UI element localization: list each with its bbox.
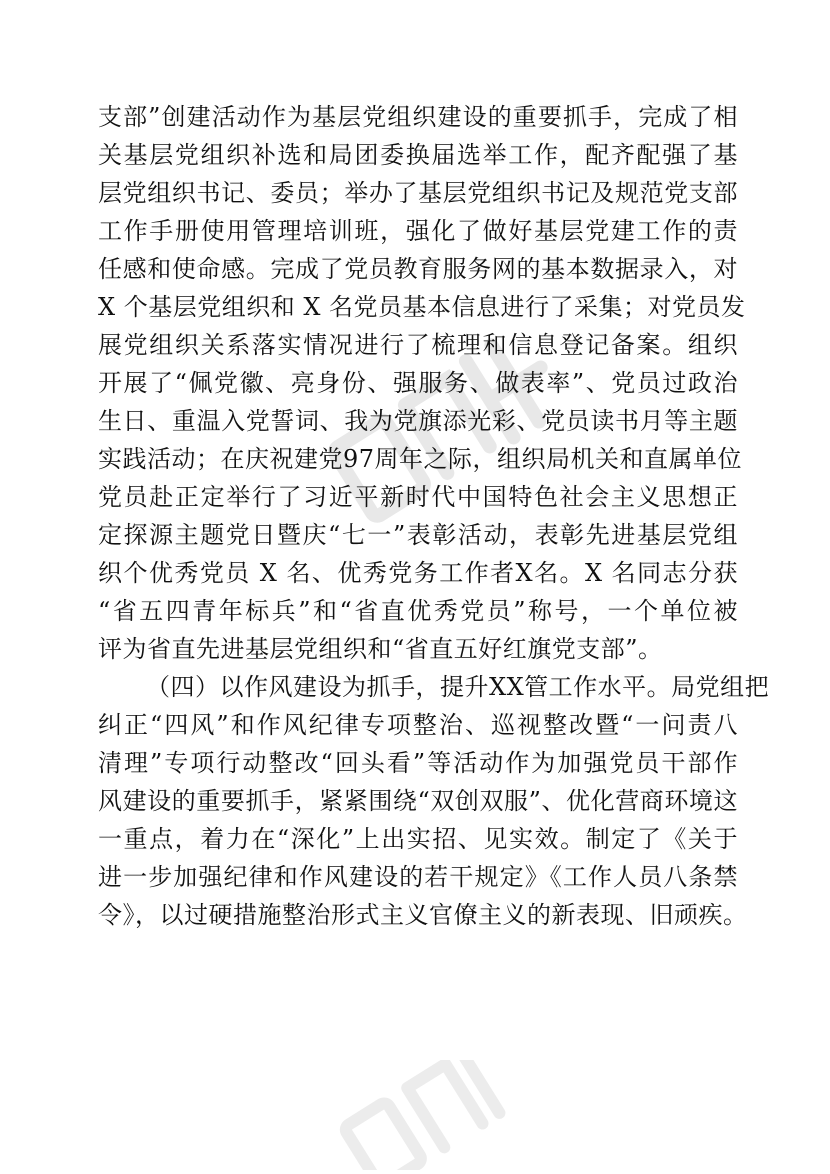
text-line-3: 层党组织书记、委员；举办了基层党组织书记及规范党支部: [98, 179, 738, 207]
text-line-16: （四）以作风建设为抓手，提升XX管工作水平。局党组把: [146, 673, 770, 701]
text-line-14: “省五四青年标兵”和“省直优秀党员”称号，一个单位被: [98, 597, 738, 625]
text-line-8: 开展了“佩党徽、亮身份、强服务、做表率”、党员过政治: [98, 369, 738, 397]
text-line-9: 生日、重温入党誓词、我为党旗添光彩、党员读书月等主题: [98, 407, 738, 435]
text-line-22: 令》，以过硬措施整治形式主义官僚主义的新表现、旧顽疾。: [98, 901, 748, 929]
text-line-13: 织个优秀党员 X 名、优秀党务工作者X名。X 名同志分获: [98, 559, 738, 587]
text-line-21: 进一步加强纪律和作风建设的若干规定》《工作人员八条禁: [98, 863, 738, 891]
text-line-6: X 个基层党组织和 X 名党员基本信息进行了采集；对党员发: [98, 293, 746, 321]
text-line-5: 任感和使命感。完成了党员教育服务网的基本数据录入，对: [98, 255, 738, 283]
body-text: [98, 98, 770, 934]
text-line-17: 纠正“四风”和作风纪律专项整治、巡视整改暨“一问责八: [98, 711, 738, 739]
text-line-11: 党员赴正定举行了习近平新时代中国特色社会主义思想正: [98, 483, 738, 511]
watermark-bottom: [330, 1060, 530, 1170]
text-line-18: 清理”专项行动整改“回头看”等活动作为加强党员干部作: [98, 749, 738, 777]
text-line-7: 展党组织关系落实情况进行了梳理和信息登记备案。组织: [98, 331, 738, 359]
text-line-4: 工作手册使用管理培训班，强化了做好基层党建工作的责: [98, 217, 738, 245]
text-line-15: 评为省直先进基层党组织和“省直五好红旗党支部”。: [98, 635, 663, 663]
text-line-2: 关基层党组织补选和局团委换届选举工作，配齐配强了基: [98, 141, 738, 169]
watermark-shape-bottom: [330, 1060, 530, 1170]
text-line-12: 定探源主题党日暨庆“七一”表彰活动，表彰先进基层党组: [98, 521, 738, 549]
text-line-10: 实践活动；在庆祝建党97周年之际，组织局机关和直属单位: [98, 445, 743, 473]
text-line-20: 一重点，着力在“深化”上出实招、见实效。制定了《关于: [98, 825, 738, 853]
text-line-1: 支部”创建活动作为基层党组织建设的重要抓手，完成了相: [98, 103, 738, 131]
text-line-19: 风建设的重要抓手，紧紧围绕“双创双服”、优化营商环境这: [98, 787, 738, 815]
